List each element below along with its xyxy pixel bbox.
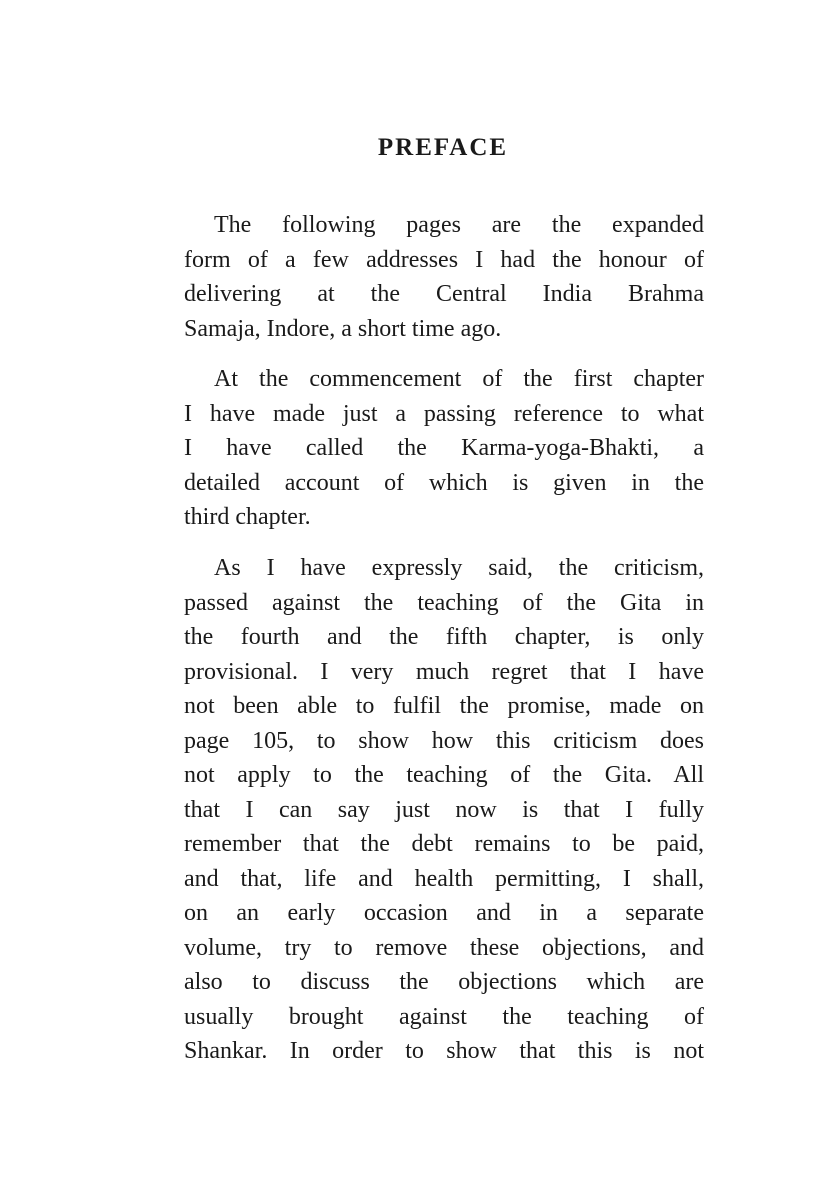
text-line: At the commencement of the first chapter xyxy=(214,366,704,392)
text-line: As I have expressly said, the criticism, xyxy=(214,555,704,581)
text-line: delivering at the Central India Brahma xyxy=(184,281,704,307)
text-line: that I can say just now is that I fully xyxy=(184,796,704,823)
text-line: remember that the debt remains to be paid, xyxy=(184,831,704,857)
text-line: usually brought against the teaching of xyxy=(184,1003,704,1030)
text-line: form of a few addresses I had the honour of xyxy=(184,246,704,273)
text-line: detailed account of which is given in the xyxy=(184,469,704,496)
text-line: also to discuss the objections which are xyxy=(184,969,704,995)
text-line: I have made just a passing reference to what xyxy=(184,400,704,427)
text-line: The following pages are the expanded xyxy=(214,212,704,238)
text-line: Samaja, Indore, a short time ago. xyxy=(184,315,502,342)
text-line: not been able to fulfil the promise, made on xyxy=(184,693,704,719)
text-line: the fourth and the fifth chapter, is only xyxy=(184,624,704,650)
text-line: I have called the Karma-yoga-Bhakti, a xyxy=(184,435,704,461)
text-line: passed against the teaching of the Gita in xyxy=(184,589,704,616)
paragraph-1 xyxy=(184,208,704,346)
text-line: on an early occasion and in a separate xyxy=(184,900,704,926)
text-line: and that, life and health permitting, I shall, xyxy=(184,865,704,892)
text-line: not apply to the teaching of the Gita. All xyxy=(184,762,704,788)
text-line: provisional. I very much regret that I have xyxy=(184,658,704,685)
text-line: page 105, to show how this criticism does xyxy=(184,727,704,754)
page-title: PREFACE xyxy=(377,134,509,161)
text-line: volume, try to remove these objections, and xyxy=(184,934,704,961)
text-line: third chapter. xyxy=(184,504,311,530)
paragraph-3 xyxy=(184,551,704,1069)
text-line: Shankar. In order to show that this is not xyxy=(184,1038,704,1064)
paragraph-2 xyxy=(184,362,704,535)
